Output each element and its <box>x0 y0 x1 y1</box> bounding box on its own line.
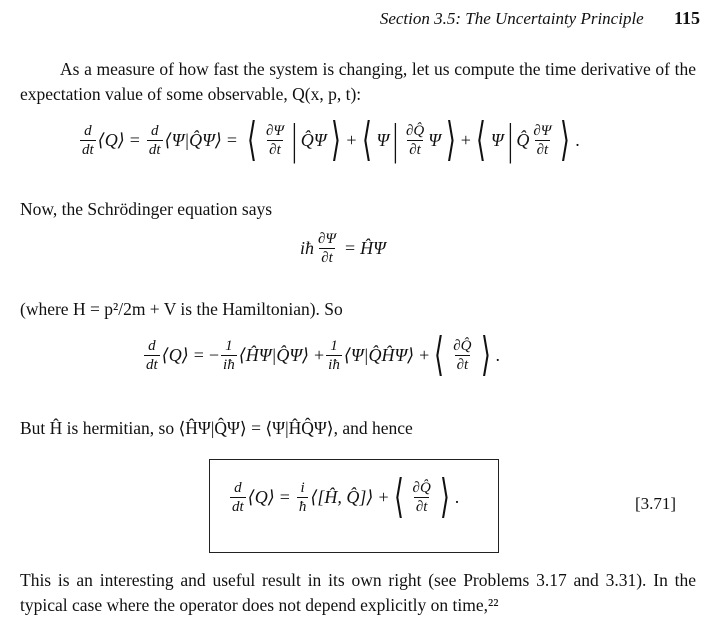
expectation-Q: ⟨Q⟩ <box>97 129 125 150</box>
paragraph-1: As a measure of how fast the system is changing, let us compute the time derivative of the expectation value of some observable, Q(x, p, t): <box>20 59 696 104</box>
section-title: Section 3.5: The Uncertainty Principle <box>379 9 644 28</box>
paragraph-2: Now, the Schrödinger equation says <box>20 199 273 219</box>
frac-d-dt-2: $\frac{d}{dt}$ <box>148 122 161 158</box>
equation-time-derivative: $\frac{d}{dt}$ ⟨Q⟩ = $\frac{d}{dt}$ ⟨Ψ|Q̂Ψ⟩ = ⟨ $\frac{\partial\Psi}{\partial t}$ | Q̂Ψ ⟩ + ⟨ Ψ | $\frac{\partial Q̂}{\partial t}$ Ψ ⟩ + ⟨ Ψ | Q̂ $\frac{\partial\Psi}{\partial t}$ ⟩ . <box>82 114 580 165</box>
frac-d-dt: $\frac{d}{dt}$ <box>82 122 94 158</box>
equals-sign: = <box>129 129 140 150</box>
equation-ehrenfest-commutator: $\frac{d}{dt}$ ⟨Q⟩ = $\frac{i}{ħ}$ ⟨[Ĥ, Q̂]⟩ + ⟨ $\frac{\partial Q̂}{\partial t}$ ⟩ . <box>232 471 460 522</box>
equation-substituted: $\frac{d}{dt}$ ⟨Q⟩ = − $\frac{1}{iħ}$ ⟨ĤΨ|Q̂Ψ⟩ + $\frac{1}{iħ}$ ⟨Ψ|Q̂ĤΨ⟩ + ⟨ $\frac{\partial Q̂}{\partial t}$ ⟩ . <box>146 329 500 380</box>
equation-number: [3.71] <box>635 494 677 513</box>
equation-schrodinger: iħ $\frac{\partial\Psi}{\partial t}$ = ĤΨ <box>300 231 386 266</box>
page-number: 115 <box>673 8 700 28</box>
running-header <box>0 8 700 29</box>
paragraph-3: (where H = p²/2m + V is the Hamiltonian). So <box>20 299 343 319</box>
paragraph-4: But Ĥ is hermitian, so ⟨ĤΨ|Q̂Ψ⟩ = ⟨Ψ|ĤQ̂Ψ⟩, and hence <box>20 418 413 438</box>
paragraph-5: This is an interesting and useful result in its own right (see Problems 3.17 and 3.31). In the typical case where the operator does not depend explicitly on time,²² <box>20 570 696 615</box>
